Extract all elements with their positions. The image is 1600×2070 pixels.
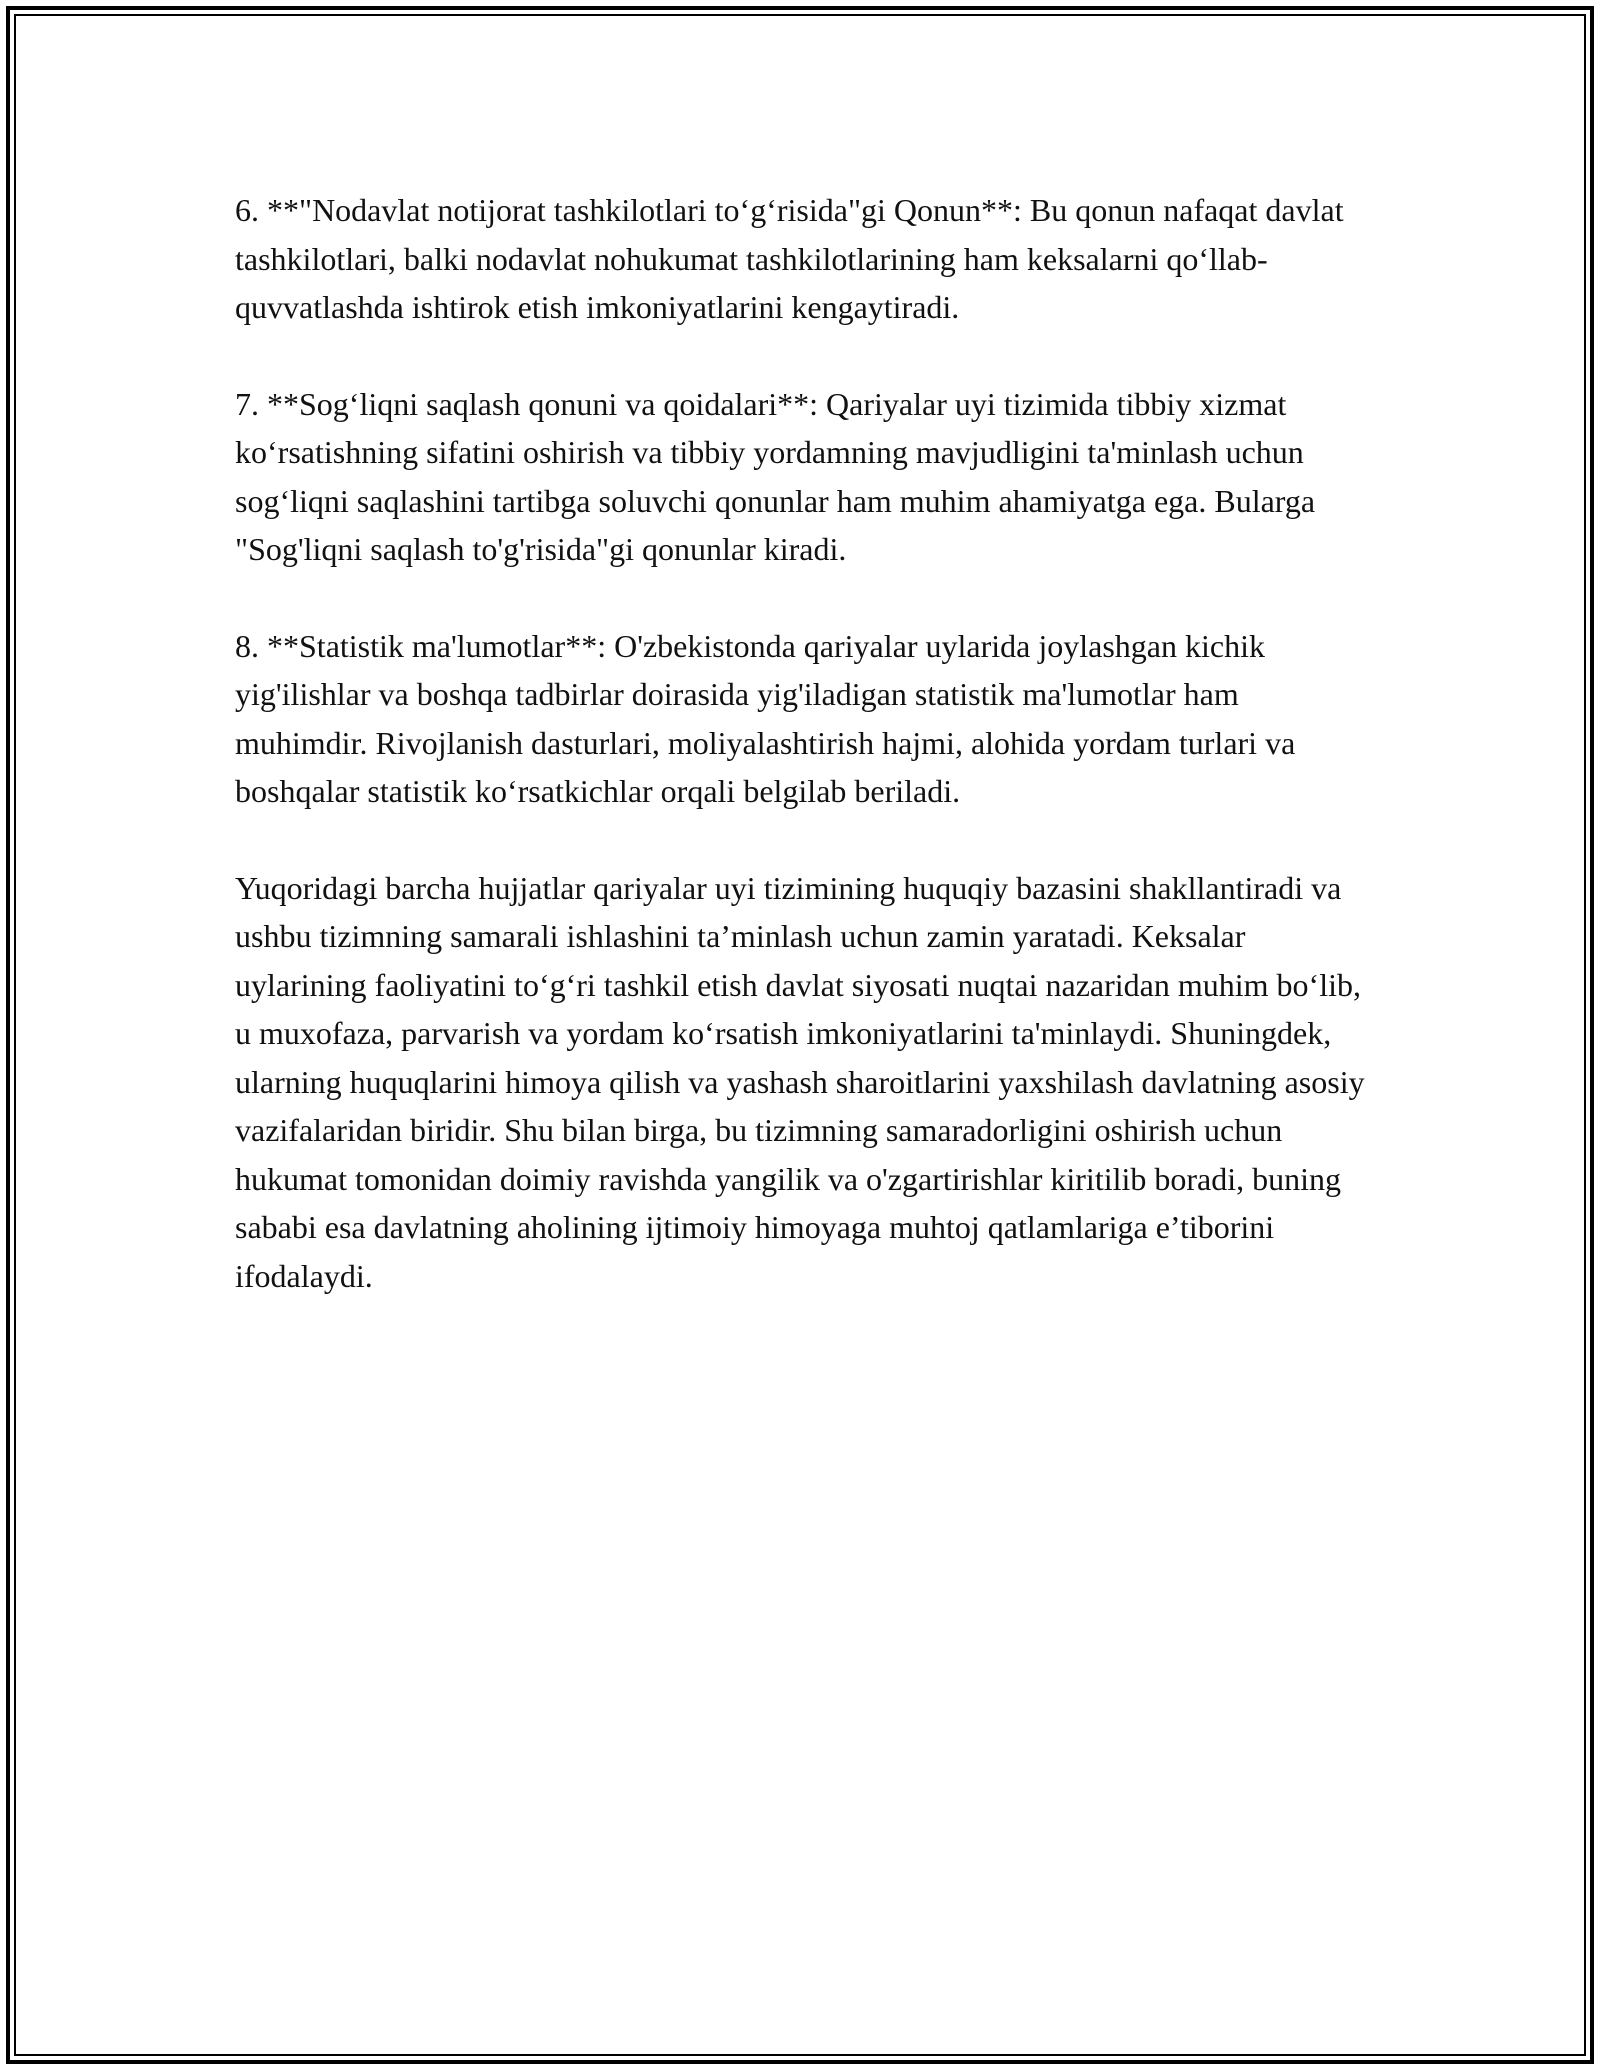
paragraph-6-ngo-law: 6. **"Nodavlat notijorat tashkilotlari to‘g‘risida"gi Qonun**: Bu qonun nafaqat davlat tashkilotlari, balki nodavlat nohukumat tashkilotlarining ham keksalarni qo‘llab-quvvatlashda ishtirok etish imkoniyatlarini kengaytiradi.	[235, 192, 1344, 325]
paragraph-conclusion: Yuqoridagi barcha hujjatlar qariyalar uyi tizimining huquqiy bazasini shakllantiradi va ushbu tizimning samarali ishlashini ta’minlash uchun zamin yaratadi. Keksalar uylarining faoliyatini to‘g‘ri tashkil etish davlat siyosati nuqtai nazaridan muhim bo‘lib, u muxofaza, parvarish va yordam ko‘rsatish imkoniyatlarini ta'minlaydi. Shuningdek, ularning huquqlarini himoya qilish va yashash sharoitlarini yaxshilash davlatning asosiy vazifalaridan biridir. Shu bilan birga, bu tizimning samaradorligini oshirish uchun hukumat tomonidan doimiy ravishda yangilik va o'zgartirishlar kiritilib boradi, buning sababi esa davlatning aholining ijtimoiy himoyaga muhtoj qatlamlariga e’tiborini ifodalaydi.	[235, 869, 1365, 1294]
paragraph-7-health-law: 7. **Sog‘liqni saqlash qonuni va qoidalari**: Qariyalar uyi tizimida tibbiy xizmat ko‘rsatishning sifatini oshirish va tibbiy yordamning mavjudligini ta'minlash uchun sog‘liqni saqlashini tartibga soluvchi qonunlar ham muhim ahamiyatga ega. Bularga "Sog'liqni saqlash to'g'risida"gi qonunlar kiradi.	[235, 385, 1316, 567]
document-body	[235, 186, 1375, 1348]
paragraph-8-statistics: 8. **Statistik ma'lumotlar**: O'zbekistonda qariyalar uylarida joylashgan kichik yig'ilishlar va boshqa tadbirlar doirasida yig'iladigan statistik ma'lumotlar ham muhimdir. Rivojlanish dasturlari, moliyalashtirish hajmi, alohida yordam turlari va boshqalar statistik ko‘rsatkichlar orqali belgilab beriladi.	[235, 627, 1296, 809]
